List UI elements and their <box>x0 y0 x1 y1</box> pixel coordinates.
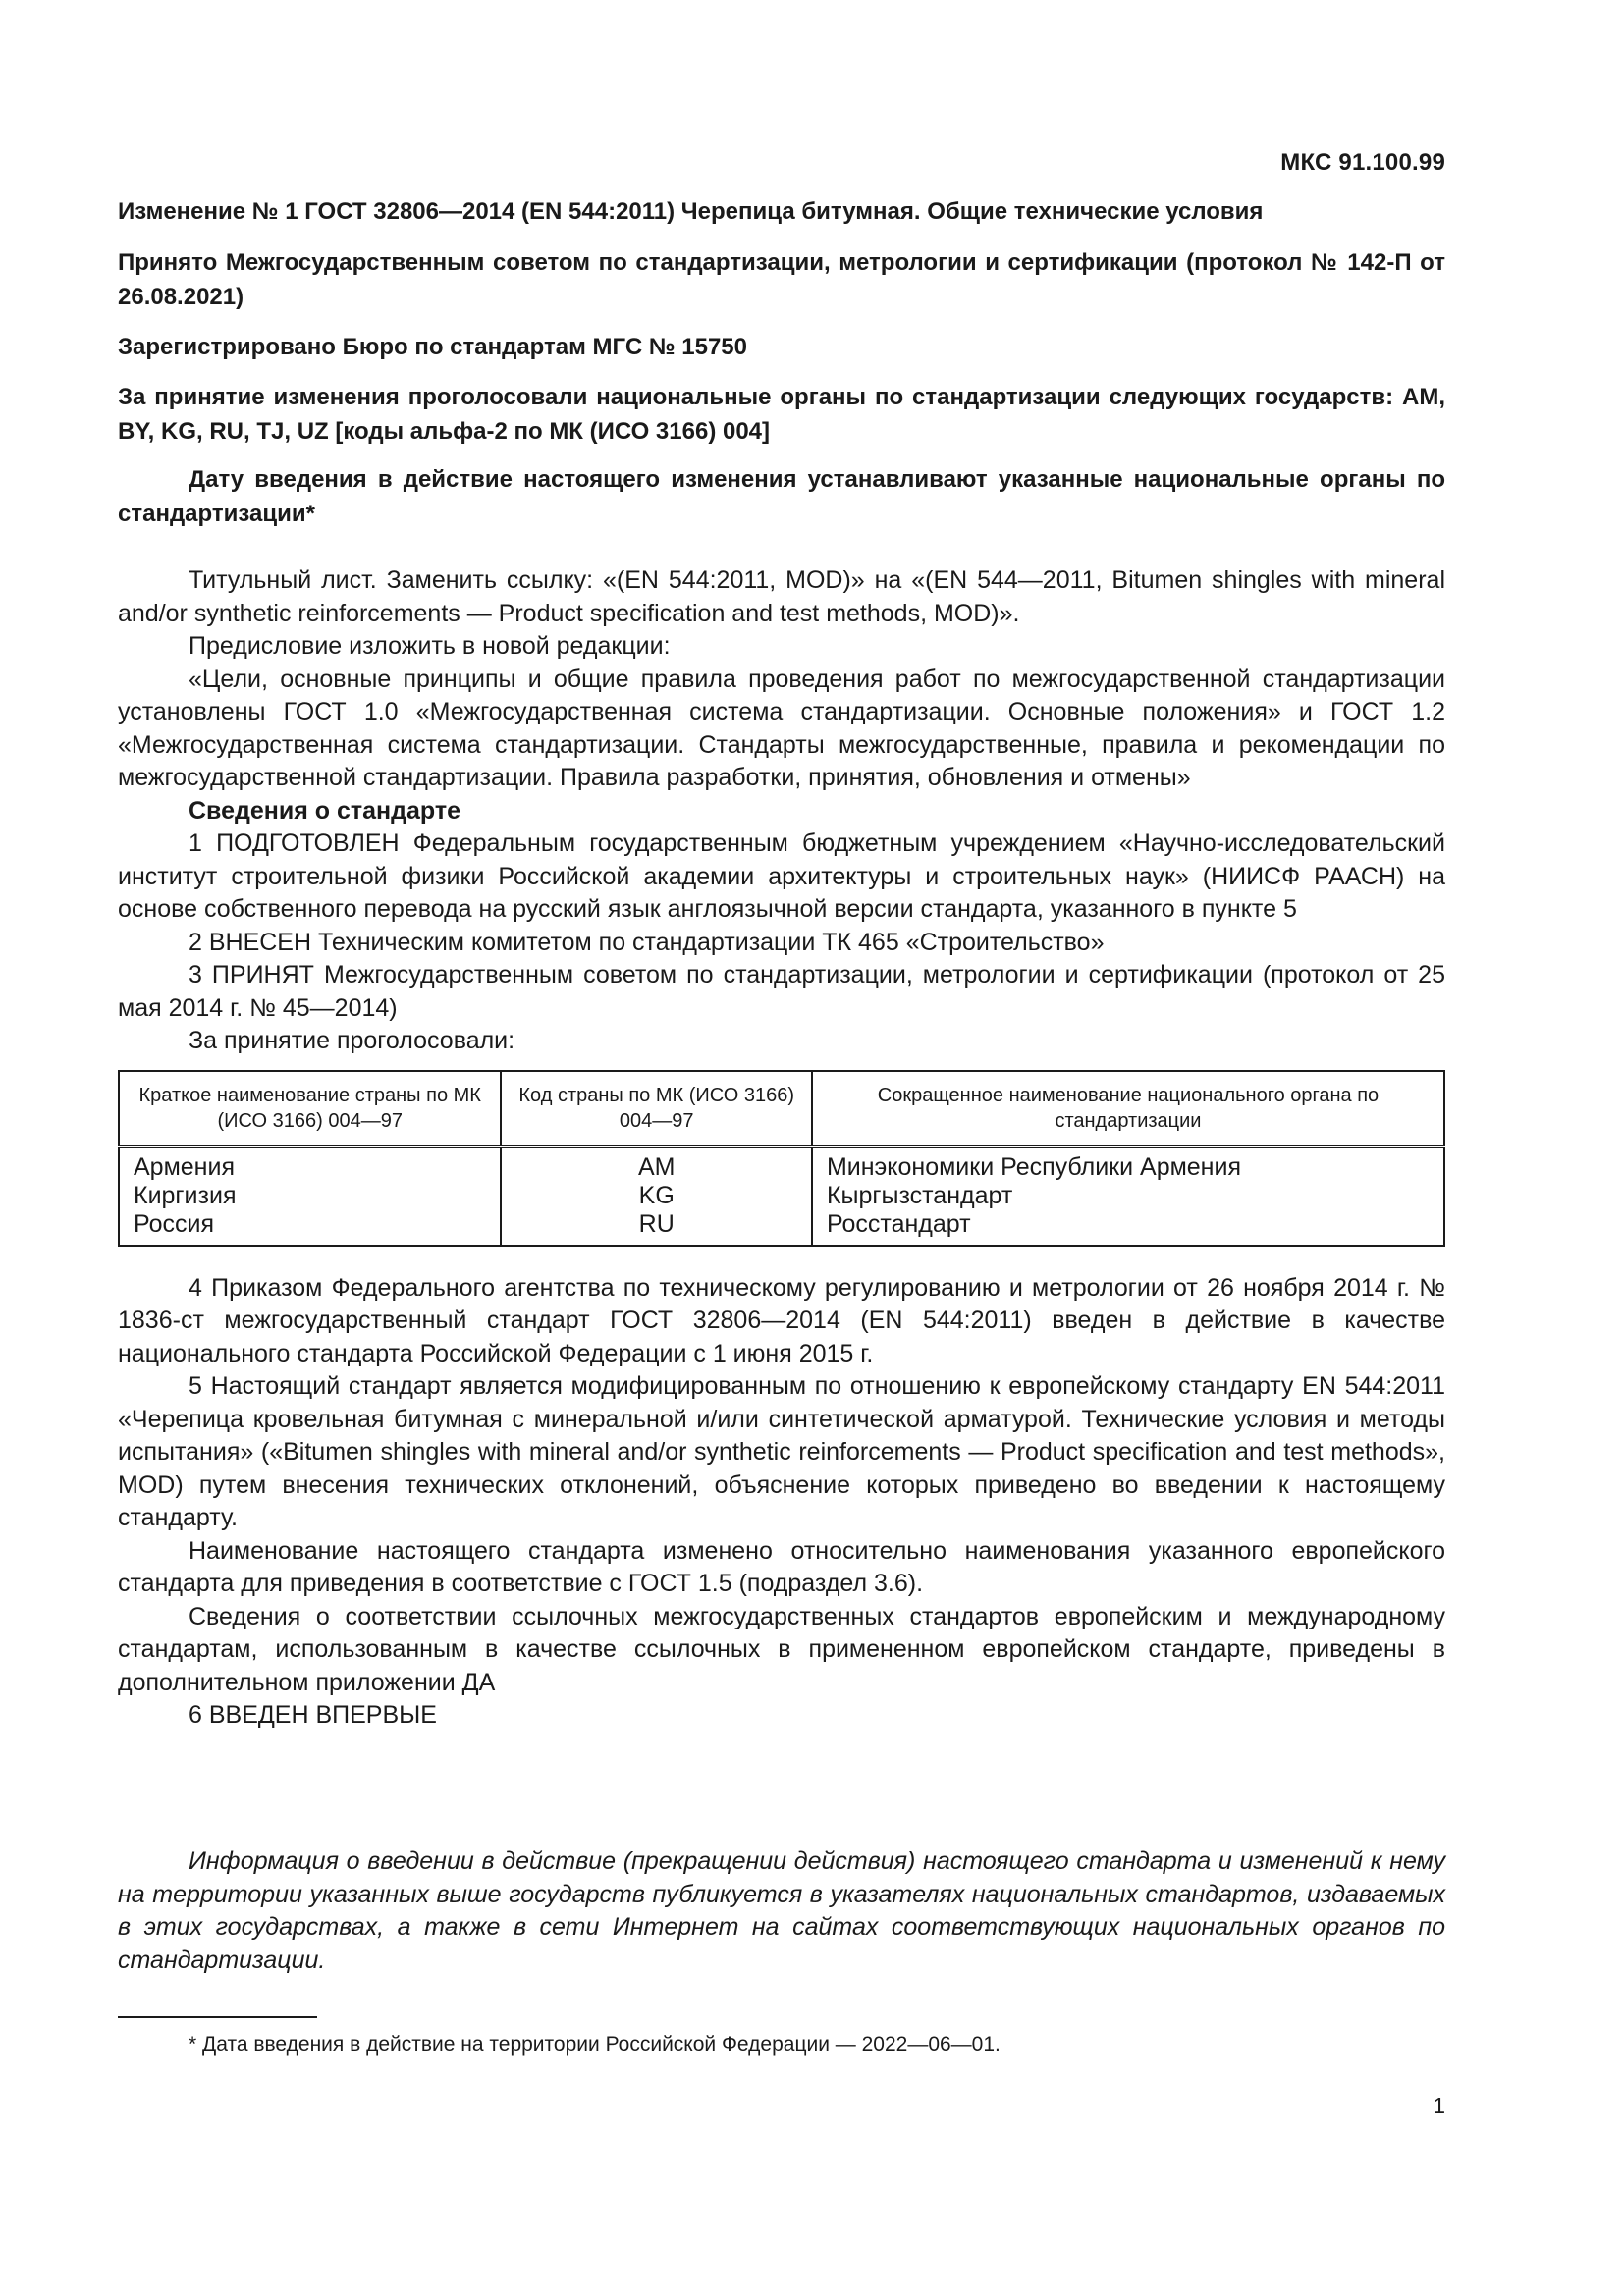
table-header-code: Код страны по МК (ИСО 3166) 004—97 <box>501 1071 811 1147</box>
paragraph-name-changed: Наименование настоящего стандарта изменено относительно наименования указанного европейского стандарта для приведения в соответствие с ГОСТ 1.5 (подраздел 3.6). <box>118 1536 1445 1597</box>
table-cell-body: Минэкономики Республики Армения <box>812 1146 1444 1182</box>
paragraph-title-page: Титульный лист. Заменить ссылку: «(EN 544:2011, MOD)» на «(EN 544—2011, Bitumen shingles with mineral and/or synthetic reinforcements — Product specification and test methods, MOD)». <box>118 566 1445 627</box>
paragraph-introduced: 2 ВНЕСЕН Техническим комитетом по стандартизации ТК 465 «Строительство» <box>189 928 1105 956</box>
amendment-title: Изменение № 1 ГОСТ 32806—2014 (EN 544:2011) Черепица битумная. Общие технические условия <box>118 198 1264 225</box>
paragraph-order: 4 Приказом Федерального агентства по техническому регулированию и метрологии от 26 ноября 2014 г. № 1836-ст межгосударственный стандарт ГОСТ 32806—2014 (EN 544:2011) введен в действие в качестве национального стандарта Российской Федерации с 1 июня 2015 г. <box>118 1273 1445 1367</box>
section-heading-about-standard: Сведения о стандарте <box>189 796 461 825</box>
table-cell-country: Киргизия <box>119 1182 501 1210</box>
table-header-row <box>119 1071 1444 1147</box>
table-header-body: Сокращенное наименование национального органа по стандартизации <box>812 1071 1444 1147</box>
paragraph-modified: 5 Настоящий стандарт является модифицированным по отношению к европейскому стандарту EN 544:2011 «Черепица кровельная битумная с минеральной и/или синтетической арматурой. Технические условия и методы испытания» («Bitumen shingles with mineral and/or synthetic reinforcements — Product specification and test methods», MOD) путем внесения технических отклонений, объяснение которых приведено во введении к настоящему стандарту. <box>118 1372 1445 1531</box>
date-note: Дату введения в действие настоящего изменения устанавливают указанные национальные органы по стандартизации* <box>118 466 1445 527</box>
mks-code: МКС 91.100.99 <box>1280 149 1445 176</box>
table-row <box>119 1210 1444 1246</box>
table-cell-code: RU <box>501 1210 811 1246</box>
table-cell-code: AM <box>501 1146 811 1182</box>
voted-statement: За принятие изменения проголосовали национальные органы по стандартизации следующих государств: AM, BY, KG, RU, TJ, UZ [коды альфа-2 по МК (ИСО 3166) 004] <box>118 384 1445 445</box>
registration-statement: Зарегистрировано Бюро по стандартам МГС № 15750 <box>118 334 747 360</box>
table-cell-country: Россия <box>119 1210 501 1246</box>
footnote: * Дата введения в действие на территории Российской Федерации — 2022—06—01. <box>189 2033 1001 2056</box>
table-cell-body: Кыргызстандарт <box>812 1182 1444 1210</box>
document-page <box>118 0 1445 2296</box>
table-cell-country: Армения <box>119 1146 501 1182</box>
paragraph-goals: «Цели, основные принципы и общие правила проведения работ по межгосударственной стандартизации установлены ГОСТ 1.0 «Межгосударственная система стандартизации. Основные положения» и ГОСТ 1.2 «Межгосударственная система стандартизации. Стандарты межгосударственные, правила и рекомендации по межгосударственной стандартизации. Правила разработки, принятия, обновления и отмены» <box>118 665 1445 791</box>
publication-info: Информация о введении в действие (прекращении действия) настоящего стандарта и изменений к нему на территории указанных выше государств публикуется в указателях национальных стандартов, издаваемых в этих государствах, а также в сети Интернет на сайтах соответствующих национальных органов по стандартизации. <box>118 1847 1445 1974</box>
voting-table <box>118 1070 1445 1247</box>
paragraph-prepared: 1 ПОДГОТОВЛЕН Федеральным государственным бюджетным учреждением «Научно-исследовательский институт строительной физики Российской академии архитектуры и строительных наук» (НИИСФ РААСН) на основе собственного перевода на русский язык англоязычной версии стандарта, указанного в пункте 5 <box>118 829 1445 923</box>
table-row <box>119 1146 1444 1182</box>
adopted-statement: Принято Межгосударственным советом по стандартизации, метрологии и сертификации (протокол № 142-П от 26.08.2021) <box>118 249 1445 310</box>
amendment-body <box>118 564 1445 1733</box>
paragraph-first-introduced: 6 ВВЕДЕН ВПЕРВЫЕ <box>189 1701 437 1729</box>
paragraph-preface: Предисловие изложить в новой редакции: <box>189 632 671 660</box>
paragraph-voted: За принятие проголосовали: <box>189 1027 515 1054</box>
table-row <box>119 1182 1444 1210</box>
table-cell-code: KG <box>501 1182 811 1210</box>
table-cell-body: Росстандарт <box>812 1210 1444 1246</box>
table-header-country: Краткое наименование страны по МК (ИСО 3166) 004—97 <box>119 1071 501 1147</box>
footnote-divider <box>118 2016 317 2018</box>
paragraph-adopted: 3 ПРИНЯТ Межгосударственным советом по стандартизации, метрологии и сертификации (протокол от 25 мая 2014 г. № 45—2014) <box>118 961 1445 1022</box>
paragraph-references: Сведения о соответствии ссылочных межгосударственных стандартов европейским и международному стандартам, использованным в качестве ссылочных в примененном европейском стандарте, приведены в дополнительном приложении ДА <box>118 1602 1445 1696</box>
page-number: 1 <box>1433 2093 1445 2118</box>
